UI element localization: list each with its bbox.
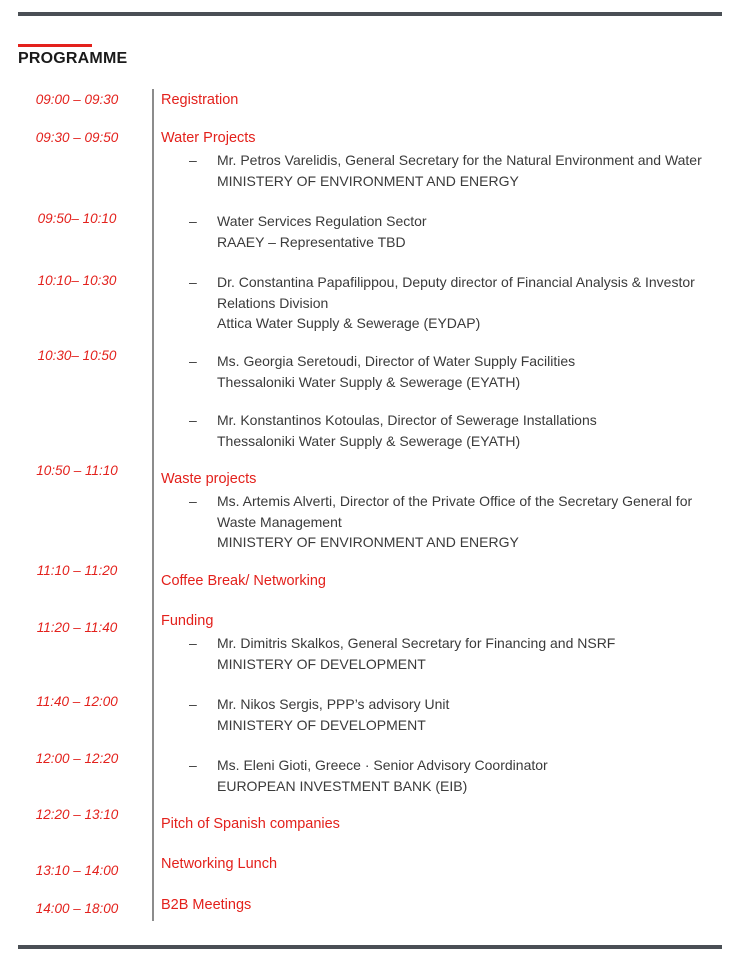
session-water-projects: Water Projects bbox=[161, 130, 256, 146]
speaker-name: Water Services Regulation Sector bbox=[217, 213, 427, 229]
entry-dash: – bbox=[189, 274, 197, 290]
session-b2b-meetings: B2B Meetings bbox=[161, 897, 252, 913]
title-accent-bar bbox=[18, 44, 92, 47]
time-slot: 10:50 – 11:10 bbox=[36, 463, 118, 478]
time-slot: 11:10 – 11:20 bbox=[36, 563, 118, 578]
session-registration: Registration bbox=[161, 92, 239, 108]
speaker-name: Ms. Artemis Alverti, Director of the Private Office of the Secretary General for Waste Management bbox=[217, 493, 693, 530]
speaker-name: Mr. Petros Varelidis, General Secretary for the Natural Environment and Water bbox=[217, 152, 702, 168]
time-slot: 11:20 – 11:40 bbox=[36, 620, 118, 635]
speaker-organization: Thessaloniki Water Supply & Sewerage (EYATH) bbox=[217, 373, 521, 390]
session-pitch: Pitch of Spanish companies bbox=[161, 816, 340, 832]
entry-dash: – bbox=[189, 635, 197, 651]
session-coffee-break: Coffee Break/ Networking bbox=[161, 573, 326, 589]
speaker-entry bbox=[189, 633, 729, 674]
time-slot: 11:40 – 12:00 bbox=[36, 694, 118, 709]
speaker-entry bbox=[189, 351, 729, 392]
speaker-organization: MINISTERY OF ENVIRONMENT AND ENERGY bbox=[217, 534, 519, 550]
time-slot: 10:30– 10:50 bbox=[37, 348, 117, 363]
speaker-name: Ms. Georgia Seretoudi, Director of Water Supply Facilities bbox=[217, 353, 576, 369]
speaker-organization: RAAEY – Representative TBD bbox=[217, 233, 406, 250]
speaker-entry bbox=[189, 755, 729, 796]
entry-dash: – bbox=[189, 152, 197, 168]
speaker-entry bbox=[189, 410, 729, 451]
speaker-name: Dr. Constantina Papafilippou, Deputy director of Financial Analysis & Investor Relations Division bbox=[217, 274, 695, 311]
time-slot: 10:10– 10:30 bbox=[37, 273, 117, 288]
speaker-organization: EUROPEAN INVESTMENT BANK (EIB) bbox=[217, 777, 468, 794]
entry-dash: – bbox=[189, 353, 197, 369]
speaker-entry bbox=[189, 491, 729, 553]
session-networking-lunch: Networking Lunch bbox=[161, 856, 278, 872]
time-slot: 12:00 – 12:20 bbox=[35, 751, 119, 766]
session-waste-projects: Waste projects bbox=[161, 471, 257, 487]
time-slot: 09:50– 10:10 bbox=[37, 211, 117, 226]
speaker-organization: MINISTERY OF DEVELOPMENT bbox=[217, 716, 426, 733]
entry-dash: – bbox=[189, 696, 197, 712]
time-slot: 13:10 – 14:00 bbox=[35, 863, 119, 878]
time-slot: 09:30 – 09:50 bbox=[35, 130, 119, 145]
time-slot: 12:20 – 13:10 bbox=[35, 807, 119, 822]
speaker-name: Mr. Dimitris Skalkos, General Secretary for Financing and NSRF bbox=[217, 635, 616, 651]
speaker-name: Mr. Nikos Sergis, PPP’s advisory Unit bbox=[217, 696, 450, 712]
entry-dash: – bbox=[189, 213, 197, 229]
speaker-entry bbox=[189, 272, 729, 334]
timeline-divider bbox=[152, 89, 154, 921]
speaker-organization: MINISTERY OF DEVELOPMENT bbox=[217, 655, 426, 672]
speaker-organization: MINISTERY OF ENVIRONMENT AND ENERGY bbox=[217, 172, 519, 189]
entry-dash: – bbox=[189, 493, 197, 509]
entry-dash: – bbox=[189, 412, 197, 428]
speaker-name: Ms. Eleni Gioti, Greece · Senior Advisory Coordinator bbox=[217, 757, 548, 773]
page-title: PROGRAMME bbox=[18, 50, 128, 67]
speaker-organization: Attica Water Supply & Sewerage (EYDAP) bbox=[217, 315, 481, 331]
entry-dash: – bbox=[189, 757, 197, 773]
speaker-entry bbox=[189, 211, 729, 252]
speaker-name: Mr. Konstantinos Kotoulas, Director of Sewerage Installations bbox=[217, 412, 597, 428]
top-rule bbox=[18, 12, 722, 16]
session-funding: Funding bbox=[161, 613, 214, 629]
speaker-entry bbox=[189, 150, 729, 191]
speaker-organization: Thessaloniki Water Supply & Sewerage (EYATH) bbox=[217, 432, 521, 449]
time-slot: 14:00 – 18:00 bbox=[35, 901, 119, 916]
bottom-rule bbox=[18, 945, 722, 949]
speaker-entry bbox=[189, 694, 729, 735]
time-slot: 09:00 – 09:30 bbox=[35, 92, 119, 107]
